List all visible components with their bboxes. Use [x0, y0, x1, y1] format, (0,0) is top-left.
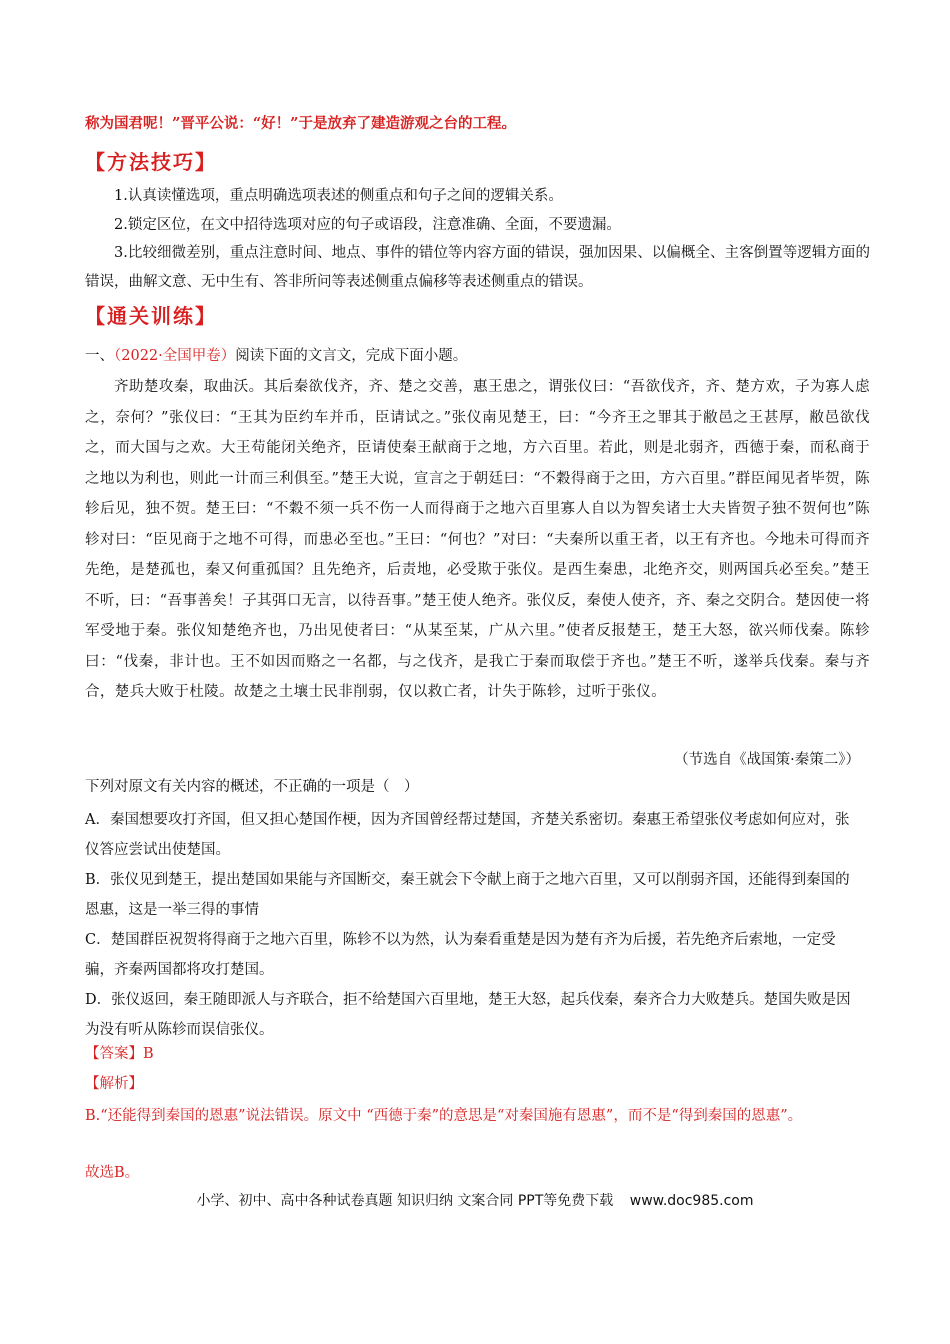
page-footer [0, 1190, 950, 1210]
answer-line [85, 1043, 154, 1065]
option-b: B．张仪见到楚王，提出楚国如果能与齐国断交，秦王就会下令献上商于之地六百里，又可以削弱齐国，还能得到秦国的恩惠，这是一举三得的事情 [85, 872, 850, 918]
classical-passage: 齐助楚攻秦，取曲沃。其后秦欲伐齐，齐、楚之交善，惠王患之，谓张仪曰：“吾欲伐齐，齐、楚方欢，子为寡人虑之，奈何？”张仪曰：“王其为臣约车并币，臣请试之。”张仪南见楚王，曰：“今齐王之罪其于敝邑之王甚厚，敝邑欲伐之，而大国与之欢。大王苟能闭关绝齐，臣请使秦王献商于之地，方六百里。若此，则是北弱齐，西德于秦，而私商于之地以为利也，则此一计而三利俱至。”楚王大说，宣言之于朝廷曰：“不穀得商于之田，方六百里。”群臣闻见者毕贺，陈轸后见，独不贺。楚王曰：“不穀不须一兵不伤一人而得商于之地六百里寡人自以为智矣诸士大夫皆贺子独不贺何也”陈轸对曰：“臣见商于之地不可得，而患必至也。”王曰：“何也？”对曰：“夫秦所以重王者，以王有齐也。今地未可得而齐先绝，是楚孤也，秦又何重孤国？且先绝齐，后责地，必受欺于张仪。是西生秦患，北绝齐交，则两国兵必至矣。”楚王不听，曰：“吾事善矣！子其弭口无言，以待吾事。”楚王使人绝齐。张仪反，秦使人使齐，齐、秦之交阴合。楚因使一将军受地于秦。张仪知楚绝齐也，乃出见使者曰：“从某至某，广从六里。”使者反报楚王，楚王大怒，欲兴师伐秦。陈轸曰：“伐秦，非计也。王不如因而赂之一名都，与之伐齐，是我亡于秦而取偿于齐也。”楚王不听，遂举兵伐秦。秦与齐合，楚兵大败于杜陵。故楚之土壤士民非削弱，仅以救亡者，计失于陈轸，过听于张仪。 [85, 379, 870, 700]
footer-text: 小学、初中、高中各种试卷真题 知识归纳 文案合同 PPT等免费下载 [196, 1193, 614, 1209]
method-item-3: 3.比较细微差别，重点注意时间、地点、事件的错位等内容方面的错误，强加因果、以偏概全、主客倒置等逻辑方面的错误，曲解文意、无中生有、答非所问等表述侧重点偏移等表述侧重点的错误。 [85, 245, 870, 290]
footer-site-link[interactable]: www.doc985.com [629, 1193, 754, 1209]
method-item-1: 1.认真读懂选项，重点明确选项表述的侧重点和句子之间的逻辑关系。 [114, 188, 563, 204]
question-source: （2022·全国甲卷） [114, 348, 236, 364]
answer-label: 【答案】 [85, 1046, 143, 1062]
question-number: 一、 [85, 348, 114, 364]
passage-source: （节选自《战国策·秦策二》） [674, 752, 860, 768]
analysis-text: B.“还能得到秦国的恩惠”说法错误。原文中 “西德于秦”的意思是“对秦国施有恩惠”，而不是“得到秦国的恩惠”。 [85, 1108, 803, 1124]
training-heading: 【通关训练】 [85, 304, 217, 328]
option-d: D．张仪返回，秦王随即派人与齐联合，拒不给楚国六百里地，楚王大怒，起兵伐秦，秦齐合力大败楚兵。楚国失败是因为没有听从陈轸而误信张仪。 [85, 992, 851, 1038]
question-header [85, 345, 467, 367]
method-heading: 【方法技巧】 [85, 150, 217, 174]
option-c: C．楚国群臣祝贺将得商于之地六百里，陈轸不以为然，认为秦看重楚是因为楚有齐为后援，若先绝齐后索地，一定受骗，齐秦两国都将攻打楚国。 [85, 932, 836, 978]
option-a: A．秦国想要攻打齐国，但又担心楚国作梗，因为齐国曾经帮过楚国，齐楚关系密切。秦惠王希望张仪考虑如何应对，张仪答应尝试出使楚国。 [85, 812, 850, 858]
conclusion: 故选B。 [85, 1165, 140, 1181]
translation-tail: 称为国君呢！”晋平公说：“好！”于是放弃了建造游观之台的工程。 [85, 115, 517, 132]
analysis-label: 【解析】 [85, 1076, 143, 1092]
question-text: 下列对原文有关内容的概述，不正确的一项是（ ） [85, 779, 419, 795]
method-item-2: 2.锁定区位，在文中招待选项对应的句子或语段，注意准确、全面，不要遗漏。 [114, 217, 621, 233]
question-instruction: 阅读下面的文言文，完成下面小题。 [235, 348, 468, 364]
answer-value: B [143, 1046, 154, 1062]
